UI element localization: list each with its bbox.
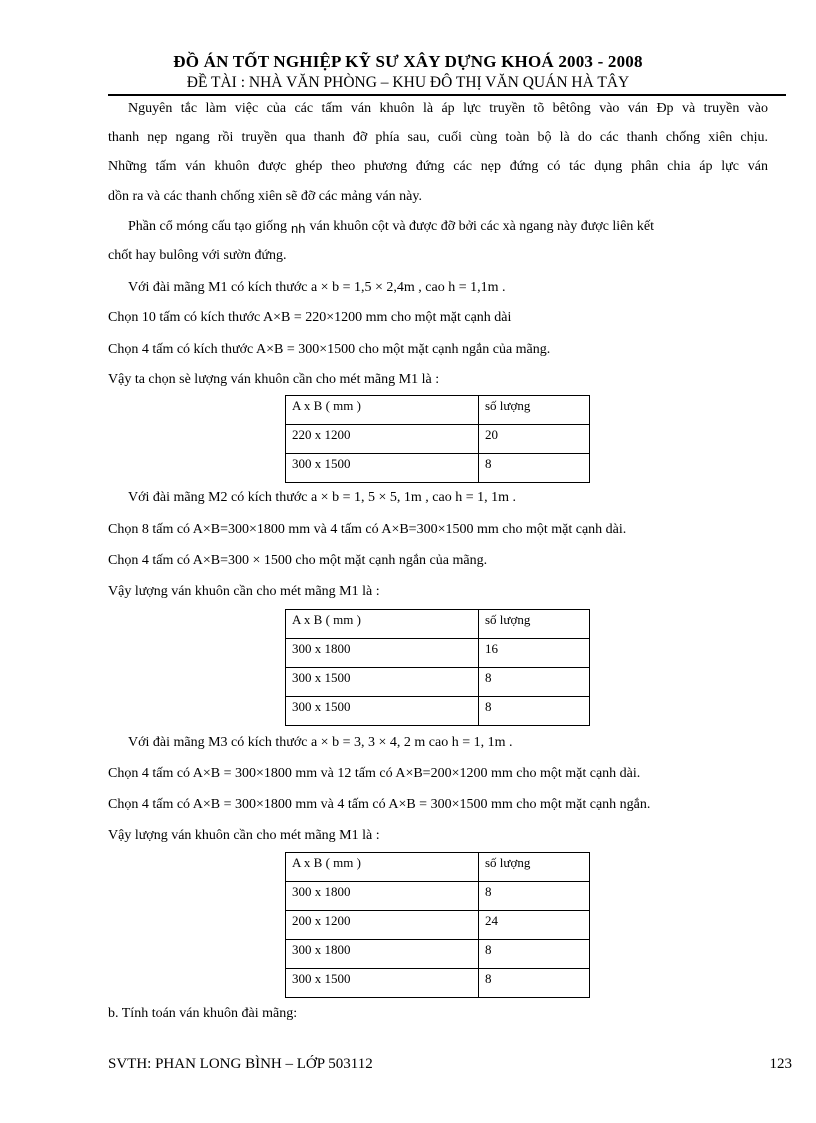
paragraph-line: Chọn 4 tấm có A×B = 300×1800 mm và 4 tấm có A×B = 300×1500 mm cho một mặt cạnh ngắn. [108,797,651,812]
table-row [286,882,590,911]
table-cell: 300 x 1800 [286,639,479,668]
table-cell: 8 [479,882,590,911]
table-cell: 300 x 1800 [286,882,479,911]
paragraph-line: Chọn 4 tấm có kích thước A×B = 300×1500 cho một mặt cạnh ngắn của mãng. [108,342,551,357]
table-row [286,454,590,483]
paragraph-line: Chọn 10 tấm có kích thước A×B = 220×1200 mm cho một mặt cạnh dài [108,310,512,325]
paragraph-line: Với đài mãng M3 có kích thước a × b = 3, 3 × 4, 2 m cao h = 1, 1m . [128,735,513,750]
paragraph-line: Chọn 4 tấm có A×B = 300×1800 mm và 12 tấm có A×B=200×1200 mm cho một mặt cạnh dài. [108,766,641,781]
table-row [286,697,590,726]
table-row [286,940,590,969]
paragraph-line: Vậy lượng ván khuôn cần cho mét mãng M1 là : [108,584,380,599]
paragraph-line: Chọn 4 tấm có A×B=300 × 1500 cho một mặt cạnh ngắn của mãng. [108,553,488,568]
table-cell: 300 x 1500 [286,697,479,726]
table-row [286,639,590,668]
paragraph-line: Với đài mãng M1 có kích thước a × b = 1,5 × 2,4m , cao h = 1,1m . [128,280,506,295]
paragraph-text: Phần cổ móng cấu tạo giống [128,219,288,234]
paragraph-line: dồn ra và các thanh chống xiên sẽ đỡ các mảng ván này. [108,189,422,204]
paragraph-line: Chọn 8 tấm có A×B=300×1800 mm và 4 tấm có A×B=300×1500 mm cho một mặt cạnh dài. [108,522,627,537]
paragraph-text: ván khuôn cột và được đỡ bởi các xà ngang này được liên kết [309,219,655,234]
table-cell: 8 [479,454,590,483]
table-cell: số lượng [479,610,590,639]
table-header-row [286,396,590,425]
paragraph-line: Những tấm ván khuôn được ghép theo phương đứng các nẹp đứng có tác dụng phân chia áp lực ván [108,159,768,174]
footer-student: SVTH: PHAN LONG BÌNH – LỚP 503112 [108,1056,373,1072]
table-cell: 16 [479,639,590,668]
table-cell: 8 [479,969,590,998]
table-m1 [285,395,590,483]
paragraph-line: Với đài mãng M2 có kích thước a × b = 1, 5 × 5, 1m , cao h = 1, 1m . [128,490,516,505]
table-m2 [285,609,590,726]
paragraph-line: Vậy lượng ván khuôn cần cho mét mãng M1 là : [108,828,380,843]
table-cell: 300 x 1800 [286,940,479,969]
paragraph-line: chốt hay bulông với sườn đứng. [108,248,287,263]
table-row [286,969,590,998]
header-rule [108,94,786,96]
table-cell: 300 x 1500 [286,668,479,697]
paragraph-line: Nguyên tắc làm việc của các tấm ván khuôn là áp lực truyền tõ bêtông vào ván Đp và truyền vào [128,101,768,116]
table-cell: 24 [479,911,590,940]
table-cell: số lượng [479,396,590,425]
table-row [286,425,590,454]
table-cell: 300 x 1500 [286,454,479,483]
table-cell: 200 x 1200 [286,911,479,940]
table-cell: 8 [479,668,590,697]
table-cell: A x B ( mm ) [286,853,479,882]
table-cell: A x B ( mm ) [286,610,479,639]
table-cell: A x B ( mm ) [286,396,479,425]
table-m3 [285,852,590,998]
table-cell: số lượng [479,853,590,882]
paragraph-line: Vậy ta chọn sè lượng ván khuôn cần cho mét mãng M1 là : [108,372,440,387]
table-cell: 300 x 1500 [286,969,479,998]
document-subtitle: ĐỀ TÀI : NHÀ VĂN PHÒNG – KHU ĐÔ THỊ VĂN QUÁN HÀ TÂY [186,74,630,91]
table-header-row [286,610,590,639]
paragraph-line: thanh nẹp ngang rồi truyền qua thanh đỡ phía sau, cuối cùng toàn bộ là do các thanh chống xiên chịu. [108,130,768,145]
table-cell: 8 [479,940,590,969]
table-cell: 8 [479,697,590,726]
inline-fragment: nh [291,221,306,236]
paragraph-line [128,216,768,236]
table-cell: 20 [479,425,590,454]
table-row [286,911,590,940]
table-row [286,668,590,697]
document-title: ĐỒ ÁN TỐT NGHIỆP KỸ SƯ XÂY DỰNG KHOÁ 2003 - 2008 [173,52,643,71]
table-header-row [286,853,590,882]
page-number: 123 [769,1056,792,1072]
section-heading: b. Tính toán ván khuôn đài mãng: [108,1006,298,1021]
table-cell: 220 x 1200 [286,425,479,454]
